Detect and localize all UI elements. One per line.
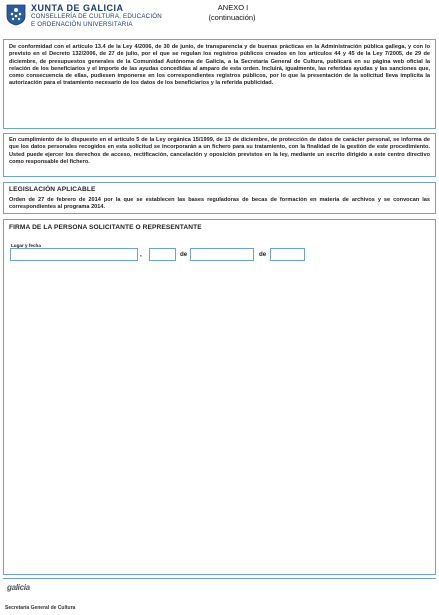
transparency-box: [3, 39, 436, 129]
signature-title: FIRMA DE LA PERSONA SOLICITANTE O REPRESENTANTE: [9, 224, 202, 231]
org-title: XUNTA DE GALICIA: [31, 3, 124, 13]
galicia-logo: [7, 583, 30, 592]
day-field[interactable]: [149, 248, 176, 261]
footer-divider: [3, 578, 436, 579]
legislation-text: Orden de 27 de febrero de 2014 por la que se establecen las bases reguladoras de becas de formación en materia de archivos y se convocan las correspondientes al programa 2014.: [9, 197, 430, 211]
footer-org-name: Secretaría General de Cultura: [5, 605, 76, 611]
xunta-logo: [6, 4, 26, 26]
org-subtitle-line-1: CONSELLERÍA DE CULTURA, EDUCACIÓN: [31, 13, 162, 20]
legislation-box: [3, 182, 436, 214]
place-date-label: Lugar y fecha: [11, 243, 41, 248]
place-field[interactable]: [10, 248, 138, 261]
transparency-text: De conformidad con el artículo 13.4 de la Ley 4/2006, de 30 de junio, de transparencia y de buenas prácticas en la Administración pública gallega, y con lo previsto en el Decreto 132/2006, de 27 de julio, por el que se regulan los registros públicos creados en los artículos 44 y 45 de la Ley 7/2005, de 29 de diciembre, de presupuestos generales de la Comunidad Autónoma de Galicia, a la Secretaría General de Cultura, publicará en su página web oficial la relación de los beneficiarios y el importe de las ayudas concedidas al amparo de esta orden. Incluirá, igualmente, las referidas ayudas y las sanciones que, como consecuencia de ellas, pudiesen imponerse en los correspondientes registros públicos, por lo que la presentación de la solicitud lleva implícita la autorización para el tratamiento necesario de los datos de los beneficiarios y la referida publicidad.: [9, 44, 430, 87]
year-field[interactable]: [270, 248, 305, 261]
galicia-logo-text: galicia: [7, 583, 30, 592]
annex-title: ANEXO I: [217, 3, 249, 12]
month-field[interactable]: [190, 248, 254, 261]
org-subtitle: [31, 13, 171, 28]
annex-subtitle: (continuación): [208, 13, 256, 22]
signature-box: [3, 219, 436, 575]
de-label-2: de: [259, 251, 267, 258]
data-protection-text: En cumplimiento de lo dispuesto en el artículo 5 de la Ley orgánica 15/1999, de 13 de diciembre, de protección de datos de carácter personal, se informa de que los datos personales recogidos en esta solicitud se incorporarán a un fichero para su tratamiento, con la finalidad de la gestión de este procedimiento. Usted puede ejercer los derechos de acceso, rectificación, cancelación y oposición previstos en la ley, mediante un escrito dirigido a este centro directivo como responsable del fichero.: [9, 137, 430, 165]
comma-separator: ,: [140, 251, 142, 258]
org-subtitle-line-2: E ORDENACIÓN UNIVERSITARIA: [31, 20, 133, 28]
legislation-title: LEGISLACIÓN APLICABLE: [9, 186, 96, 193]
de-label-1: de: [180, 251, 188, 258]
data-protection-box: [3, 133, 436, 177]
